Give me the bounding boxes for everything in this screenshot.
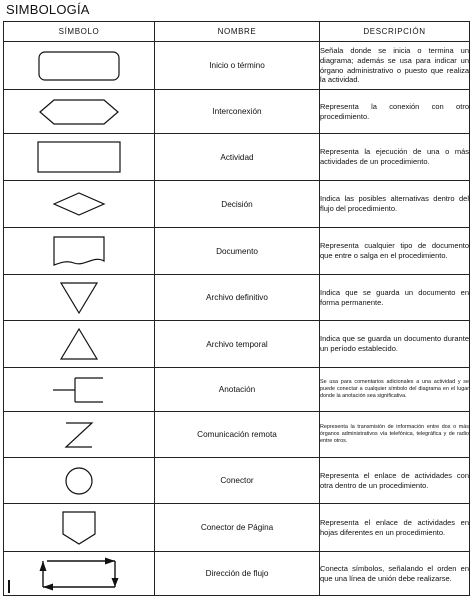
table-row xyxy=(4,228,470,275)
symbol-cell xyxy=(4,90,155,134)
document-icon xyxy=(44,233,114,269)
table-row xyxy=(4,275,470,321)
symbol-description: Indica las posibles alternativas dentro del flujo del procedimiento. xyxy=(320,181,470,228)
symbol-cell xyxy=(4,228,155,275)
table-row xyxy=(4,458,470,504)
header-description: DESCRIPCIÓN xyxy=(320,22,470,42)
symbol-name: Actividad xyxy=(155,134,320,181)
rectangle-icon xyxy=(34,139,124,175)
header-row xyxy=(4,22,470,42)
diamond-icon xyxy=(49,189,109,219)
table-row xyxy=(4,321,470,368)
symbol-cell xyxy=(4,368,155,412)
symbol-name: Inicio o término xyxy=(155,42,320,90)
symbol-cell xyxy=(4,458,155,504)
margin-mark xyxy=(8,580,10,593)
page-title: SIMBOLOGÍA xyxy=(6,2,90,17)
symbol-description: Representa la conexión con otro procedimiento. xyxy=(320,90,470,134)
symbol-description: Se usa para comentarios adicionales a una actividad y se puede conectar a cualquier símbolo del diagrama en el lugar donde la anotación sea significativa. xyxy=(320,368,470,412)
symbol-cell xyxy=(4,504,155,552)
symbol-name: Documento xyxy=(155,228,320,275)
symbol-description: Representa la ejecución de una o más actividades de un procedimiento. xyxy=(320,134,470,181)
table-row xyxy=(4,552,470,596)
header-name: NOMBRE xyxy=(155,22,320,42)
table-row xyxy=(4,504,470,552)
symbol-description: Conecta símbolos, señalando el orden en que una línea de unión debe realizarse. xyxy=(320,552,470,596)
symbol-name: Archivo temporal xyxy=(155,321,320,368)
annotation-bracket-icon xyxy=(39,374,119,406)
symbol-cell xyxy=(4,412,155,458)
symbol-cell xyxy=(4,321,155,368)
table-row xyxy=(4,42,470,90)
symbol-name: Interconexión xyxy=(155,90,320,134)
symbol-cell xyxy=(4,181,155,228)
table-row xyxy=(4,134,470,181)
up-triangle-icon xyxy=(49,325,109,363)
symbol-name: Conector xyxy=(155,458,320,504)
symbol-description: Indica que se guarda un documento en forma permanente. xyxy=(320,275,470,321)
table-row xyxy=(4,368,470,412)
z-shape-icon xyxy=(54,419,104,451)
symbol-name: Anotación xyxy=(155,368,320,412)
symbol-cell xyxy=(4,275,155,321)
symbol-description: Representa el enlace de actividades con otra dentro de un procedimiento. xyxy=(320,458,470,504)
symbol-cell xyxy=(4,552,155,596)
circle-icon xyxy=(59,463,99,499)
symbol-description: Señala donde se inicia o termina un diagrama; además se usa para indicar un órgano administrativo o puesto que realiza la actividad. xyxy=(320,42,470,90)
symbol-description: Indica que se guarda un documento durante un período establecido. xyxy=(320,321,470,368)
symbol-description: Representa cualquier tipo de documento que entre o salga en el procedimiento. xyxy=(320,228,470,275)
hexagon-icon xyxy=(34,97,124,127)
down-triangle-icon xyxy=(49,279,109,317)
header-symbol: SÍMBOLO xyxy=(4,22,155,42)
symbol-name: Archivo definitivo xyxy=(155,275,320,321)
symbol-cell xyxy=(4,134,155,181)
pentagon-page-icon xyxy=(54,508,104,548)
table-row xyxy=(4,90,470,134)
symbol-cell xyxy=(4,42,155,90)
symbol-name: Comunicación remota xyxy=(155,412,320,458)
symbol-name: Conector de Página xyxy=(155,504,320,552)
symbology-table xyxy=(3,21,470,596)
symbol-description: Representa el enlace de actividades en hojas diferentes en un procedimiento. xyxy=(320,504,470,552)
flow-arrows-icon xyxy=(29,556,129,592)
rounded-rectangle-icon xyxy=(34,49,124,83)
symbol-name: Dirección de flujo xyxy=(155,552,320,596)
symbol-description: Representa la transmisión de información entre dos o más órganos administrativos vía telefónica, telegráfica y de radio entre otros. xyxy=(320,412,470,458)
symbol-name: Decisión xyxy=(155,181,320,228)
table-row xyxy=(4,181,470,228)
table-row xyxy=(4,412,470,458)
